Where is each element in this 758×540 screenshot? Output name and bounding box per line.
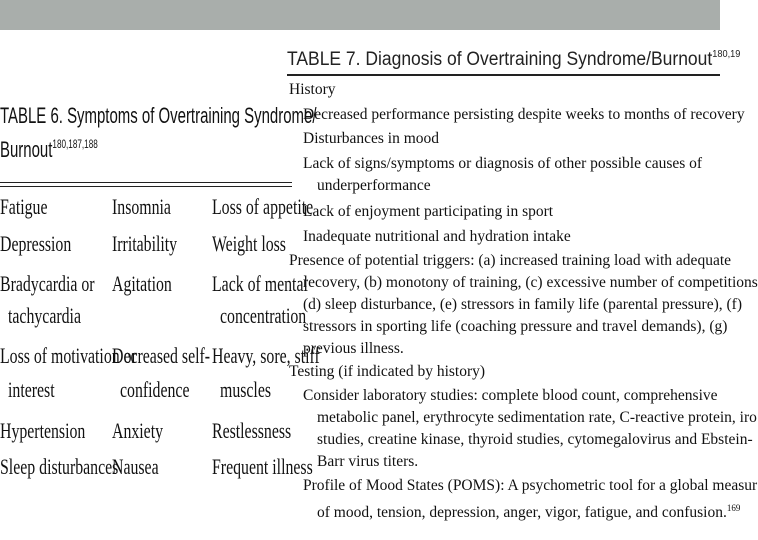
t7-line: Disturbances in mood xyxy=(303,130,440,147)
table-7-title xyxy=(287,42,740,73)
t6-cell: Fatigue xyxy=(0,194,48,219)
t7-ref: 169 xyxy=(726,503,741,513)
t6-cell: Anxiety xyxy=(112,418,164,443)
t6-cell: Heavy, sore, stiff xyxy=(212,343,320,368)
table-6-title-line-2 xyxy=(0,130,204,164)
t7-line: studies, creatine kinase, thyroid studies, cytomegalovirus and Ebstein- xyxy=(317,431,753,448)
t7-line: underperformance xyxy=(317,177,431,194)
table-6-title-word: Burnout xyxy=(0,137,53,162)
t6-cell: Loss of appetite xyxy=(212,194,314,219)
table-6-title-line-1: TABLE 6. Symptoms of Overtraining Syndrome/ xyxy=(0,103,317,128)
t7-line xyxy=(317,497,740,524)
t6-cell: Decreased self- xyxy=(112,343,211,368)
t6-cell: interest xyxy=(8,377,55,402)
t7-line: stressors in sporting life (coaching pressure and travel demands), (g) xyxy=(303,318,728,335)
t7-line-text: of mood, tension, depression, anger, vigor, fatigue, and confusion. xyxy=(317,504,727,521)
t6-cell: Agitation xyxy=(112,271,172,296)
t7-line: Inadequate nutritional and hydration intake xyxy=(303,228,571,245)
t7-line: Barr virus titers. xyxy=(317,453,419,470)
t6-cell: tachycardia xyxy=(8,303,81,328)
table-6-title xyxy=(0,102,317,164)
t7-line: recovery, (b) monotony of training, (c) excessive number of competitions xyxy=(303,274,758,291)
t7-line: Lack of signs/symptoms or diagnosis of other possible causes of xyxy=(303,155,703,172)
t6-cell: Frequent illness xyxy=(212,454,313,479)
table-6-top-rule xyxy=(0,182,292,183)
t7-section-heading: Presence of potential triggers: (a) increased training load with adequate xyxy=(289,252,732,269)
t6-cell: Irritability xyxy=(112,231,178,256)
t6-cell: Insomnia xyxy=(112,194,171,219)
t7-line: metabolic panel, erythrocyte sedimentation rate, C-reactive protein, iro xyxy=(317,409,757,426)
t7-line: Profile of Mood States (POMS): A psychometric tool for a global measur xyxy=(303,477,758,494)
t6-cell: Weight loss xyxy=(212,231,286,256)
t6-cell: concentration xyxy=(220,303,307,328)
table-7-title-rule xyxy=(287,74,720,76)
t6-cell: Depression xyxy=(0,231,72,256)
table-6-title-refs: 180,187,188 xyxy=(52,137,98,151)
t7-section-heading: History xyxy=(289,81,336,98)
t7-line: previous illness. xyxy=(303,340,404,357)
table-7-title-refs: 180,19 xyxy=(712,49,741,60)
t7-line: (d) sleep disturbance, (e) stressors in family life (parental pressure), (f) xyxy=(303,296,742,313)
t6-cell: Restlessness xyxy=(212,418,292,443)
table-6-symptoms xyxy=(0,98,320,518)
t6-cell: Bradycardia or xyxy=(0,271,95,296)
t7-line: Consider laboratory studies: complete blood count, comprehensive xyxy=(303,387,718,404)
t6-cell: Nausea xyxy=(112,454,159,479)
t6-cell: muscles xyxy=(220,377,272,402)
t6-cell: Lack of mental xyxy=(212,271,308,296)
t7-line: Decreased performance persisting despite weeks to months of recovery xyxy=(303,106,745,123)
t6-cell: Hypertension xyxy=(0,418,86,443)
slide-top-bar xyxy=(0,0,720,30)
table-7-title-text: TABLE 7. Diagnosis of Overtraining Syndrome/Burnout xyxy=(287,49,713,70)
table-7-diagnosis xyxy=(287,38,758,521)
table-6-top-rule-2 xyxy=(0,186,292,187)
t6-cell: Loss of motivation or xyxy=(0,343,137,368)
t6-cell: Sleep disturbances xyxy=(0,454,119,479)
t6-cell: confidence xyxy=(120,377,190,402)
t7-section-heading: Testing (if indicated by history) xyxy=(289,363,486,380)
t7-line: Lack of enjoyment participating in sport xyxy=(303,203,554,220)
